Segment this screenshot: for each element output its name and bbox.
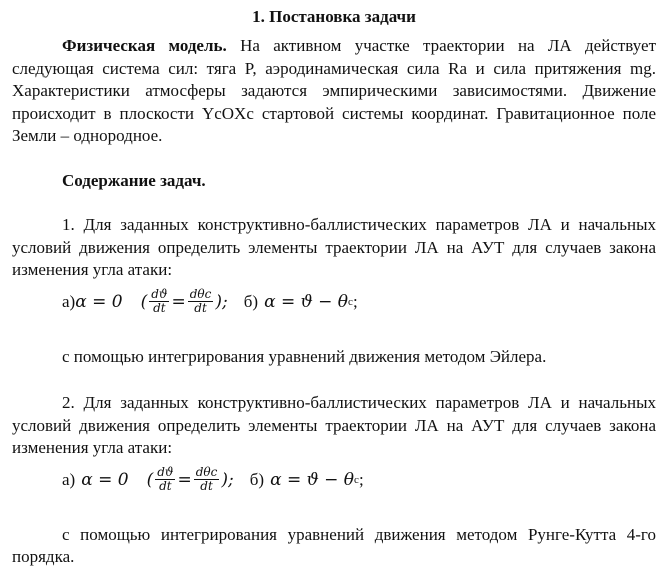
task2-formula-alpha-diff: α = ϑ − θ xyxy=(270,469,355,490)
task2-formula-fraction-1 xyxy=(155,466,175,493)
task1-fraction-1-numerator: dϑ xyxy=(151,287,168,301)
physical-model-label: Физическая модель. xyxy=(62,36,227,55)
section-title: 1. Постановка задачи xyxy=(252,7,416,26)
task2-formula-alpha-zero: α = 0 xyxy=(81,469,129,490)
task2-paragraph: 2. Для заданных конструктивно-баллистических параметров ЛА и начальных условий движения определить элементы траектории ЛА на АУТ для случаев закона изменения угла атаки: xyxy=(12,393,656,457)
task1-formula-b-label: б) xyxy=(243,291,259,311)
task1-formula-fraction-2 xyxy=(188,288,214,315)
tasks-heading: Содержание задач. xyxy=(62,170,206,190)
task1-fraction-1-denominator: dt xyxy=(153,301,166,315)
task1-formula-equals: = xyxy=(171,291,186,312)
task1-formula-open-paren: ( xyxy=(140,291,148,312)
task2-fraction-2-numerator: dθc xyxy=(195,465,218,479)
task2-method: с помощью интегрирования уравнений движения методом Рунге-Кутта 4-го порядка. xyxy=(12,524,656,566)
task1-formula-close-paren: ); xyxy=(215,291,228,312)
task2-formula-subscript: c xyxy=(354,473,359,486)
task1-method: с помощью интегрирования уравнений движения методом Эйлера. xyxy=(62,346,547,366)
task1-formula-alpha-zero: α = 0 xyxy=(75,291,123,312)
task1-formula-alpha-diff: α = ϑ − θ xyxy=(264,291,349,312)
task1-fraction-2-denominator: dt xyxy=(194,301,207,315)
task2-formula-a-label: а) xyxy=(62,469,76,489)
task1-formula-subscript: c xyxy=(348,295,353,308)
task2-fraction-1-denominator: dt xyxy=(159,479,172,493)
task2-formula-close-paren: ); xyxy=(221,469,234,490)
task2-formula-equals: = xyxy=(177,469,192,490)
task2-fraction-1-numerator: dϑ xyxy=(157,465,174,479)
task2-formula-b-label: б) xyxy=(249,469,265,489)
task1-formula xyxy=(12,282,656,322)
task2-formula-fraction-2 xyxy=(194,466,220,493)
task2-formula-open-paren: ( xyxy=(146,469,154,490)
physical-model-text: На активном участке траектории на ЛА действует следующая система сил: тяга P, аэродинамическая сила Ra и сила притяжения mg. Характеристики атмосферы задаются эмпирическими зависимостями. Движение происходит в плоскости YcOXc стартовой системы координат. Гравитационное поле Земли – однородное. xyxy=(12,36,656,145)
task2-fraction-2-denominator: dt xyxy=(200,479,213,493)
task1-paragraph: 1. Для заданных конструктивно-баллистических параметров ЛА и начальных условий движения определить элементы траектории ЛА на АУТ для случаев закона изменения угла атаки: xyxy=(12,215,656,279)
task2-formula-end: ; xyxy=(358,469,364,489)
task1-formula-fraction-1 xyxy=(149,288,169,315)
physical-model-paragraph xyxy=(12,35,656,148)
task1-formula-a-label: а) xyxy=(62,291,76,311)
task2-formula xyxy=(12,460,656,500)
task1-formula-end: ; xyxy=(352,291,358,311)
task1-fraction-2-numerator: dθc xyxy=(189,287,212,301)
